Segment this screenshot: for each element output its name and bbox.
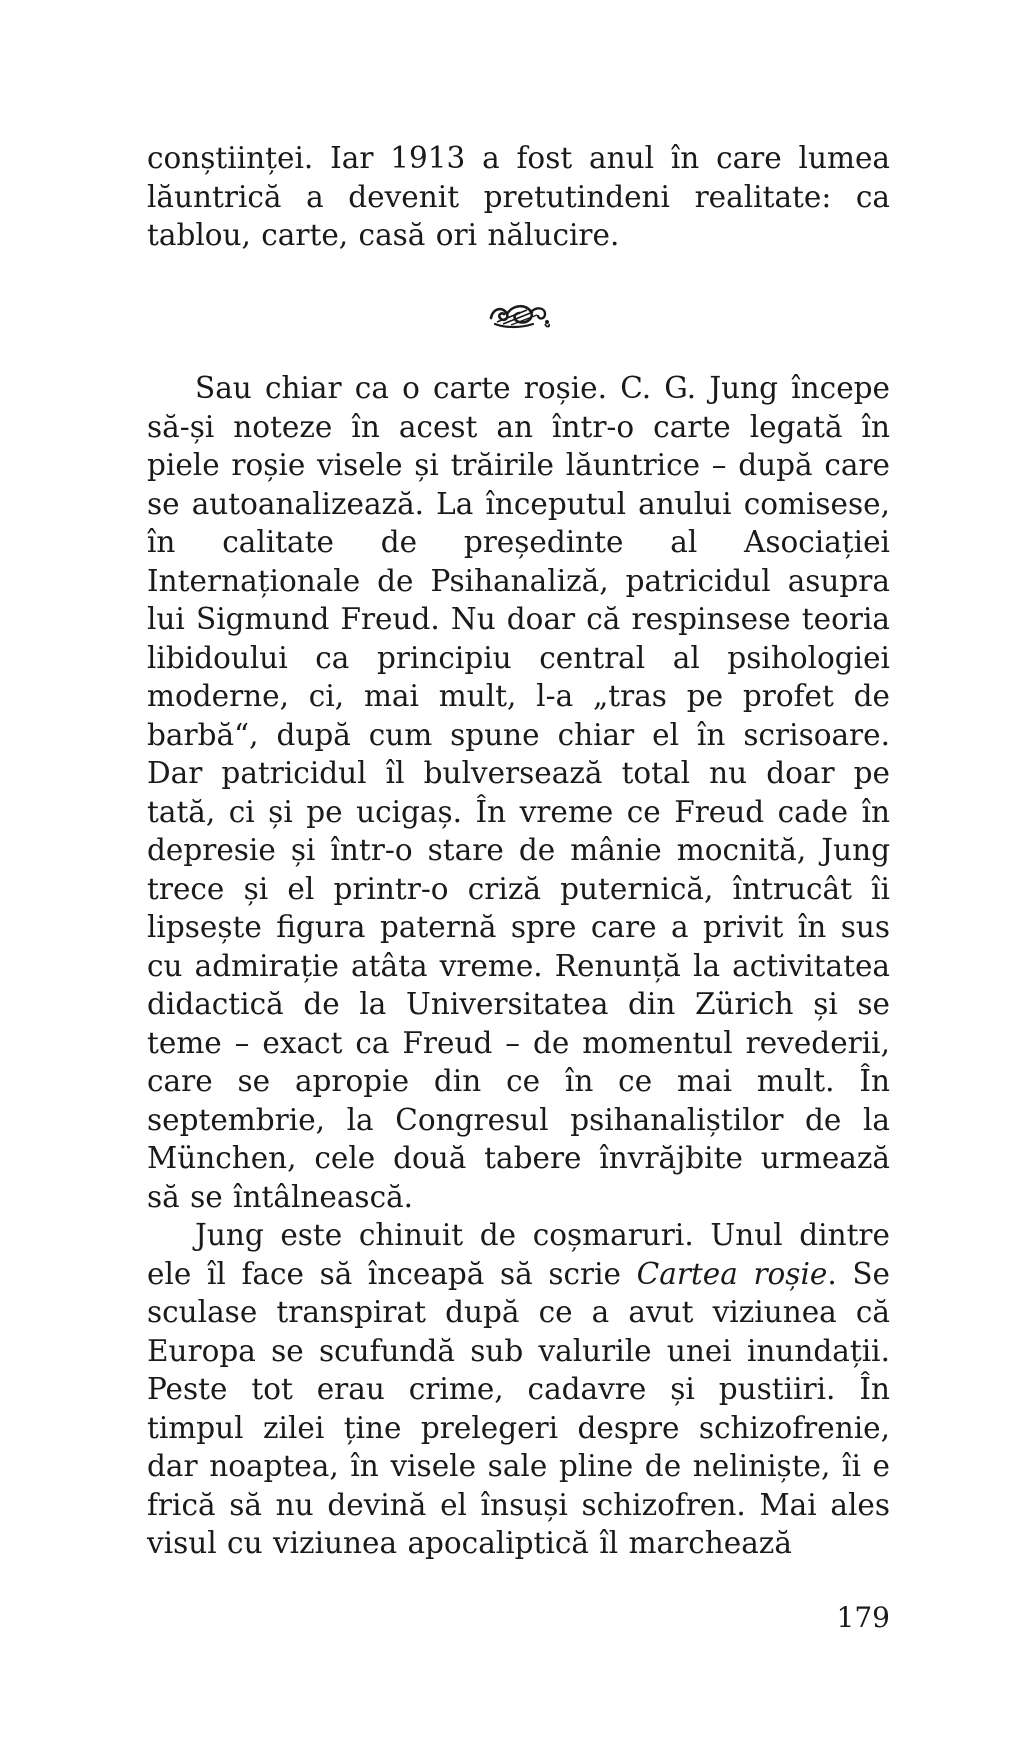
paragraph-red-book: Sau chiar ca o carte roșie. C. G. Jung începe să-și noteze în acest an într-o carte legată în piele roșie visele și trăirile lăuntrice – după care se autoanalizează. La începutul anului comisese, în calitate de președinte al Asociației Internaționale de Psihanaliză, patricidul asupra lui Sigmund Freud. Nu doar că respinsese teoria libidoului ca principiu central al psihologiei moderne, ci, mai mult, l-a „tras pe profet de barbă“, după cum spune chiar el în scrisoare. Dar patricidul îl bulversează total nu doar pe tată, ci și pe ucigaș. În vreme ce Freud cade în depresie și într-o stare de mânie mocnită, Jung trece și el printr-o criză puternică, întrucât îi lipsește figura paternă spre care a privit în sus cu admirație atâta vreme. Renunță la activitatea didactică de la Universitatea din Zürich și se teme – exact ca Freud – de momentul revederii, care se apropie din ce în ce mai mult. În septembrie, la Congresul psihanaliștilor de la München, cele două tabere învrăjbite urmează să se întâlnească. xyxy=(147,371,890,1214)
book-title: Cartea roșie xyxy=(636,1256,828,1291)
opening-paragraph: conștiinței. Iar 1913 a fost anul în care lumea lăuntrică a devenit pretutindeni realitate: ca tablou, carte, casă ori nălucire. xyxy=(147,141,890,252)
paragraph-text-before-title: Jung este chinuit de coșmaruri. Unul dintre ele îl face să înceapă să scrie xyxy=(147,1218,890,1291)
opening-text-block xyxy=(147,139,890,255)
fleuron-ornament-icon xyxy=(487,300,551,330)
page-number: 179 xyxy=(836,1601,890,1634)
main-text-block xyxy=(147,369,890,1563)
paragraph-text-after-title: . Se sculase transpirat după ce a avut viziunea că Europa se scufundă sub valurile unei inundații. Peste tot erau crime, cadavre și pustiiri. În timpul zilei ține prelegeri despre schizofrenie, dar noaptea, în visele sale pline de neliniște, îi e frică să nu devină el însuși schizofren. Mai ales visul cu viziunea apocaliptică îl marchează xyxy=(147,1256,891,1560)
paragraph-nightmares xyxy=(147,1216,890,1563)
